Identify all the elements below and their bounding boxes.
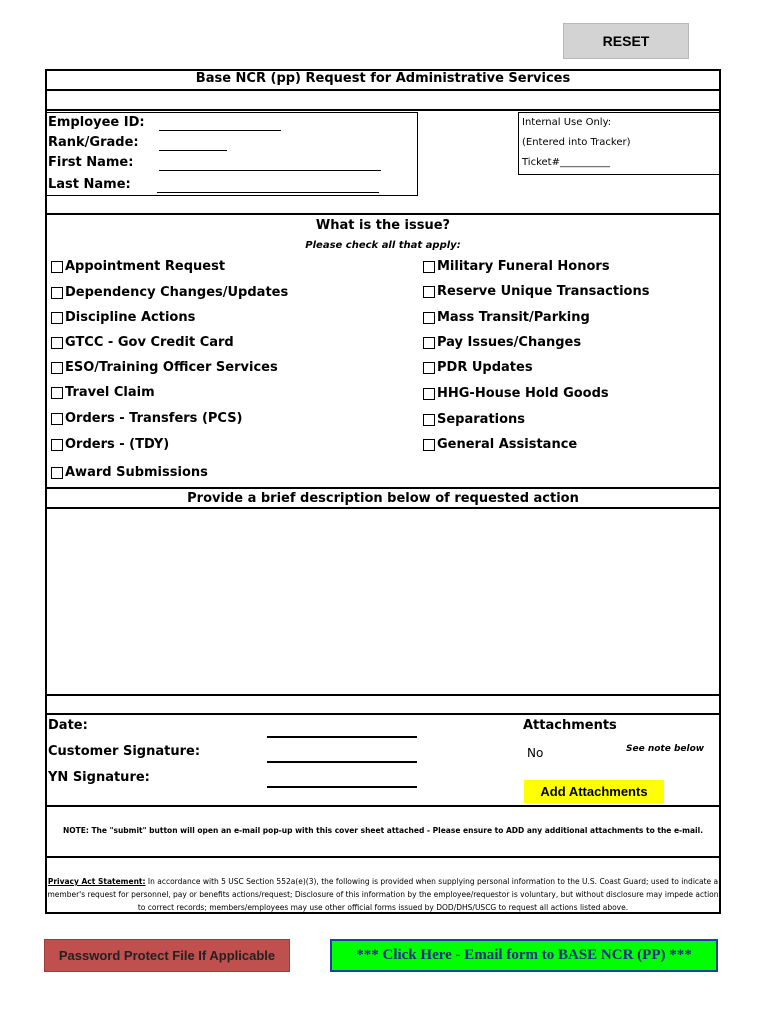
checkbox-icon: [423, 286, 435, 298]
see-note-label: See note below: [626, 744, 705, 754]
divider: [45, 713, 721, 715]
checkbox-mass-transit[interactable]: [423, 310, 590, 325]
attachments-title: Attachments: [523, 718, 617, 733]
employee-id-field[interactable]: [159, 130, 281, 131]
divider: [45, 805, 721, 807]
submit-note: NOTE: The "submit" button will open an e-mail pop-up with this cover sheet attached - Please ensure to ADD any additional attachments to the e-mail.: [62, 826, 704, 835]
checkbox-label: HHG-House Hold Goods: [437, 386, 609, 401]
checkbox-icon: [423, 439, 435, 451]
divider: [45, 856, 721, 858]
checkbox-label: Orders - Transfers (PCS): [65, 411, 243, 426]
rank-grade-label: Rank/Grade:: [48, 135, 139, 150]
checkbox-gtcc[interactable]: [51, 335, 234, 350]
checkbox-pay-issues[interactable]: [423, 335, 581, 350]
checkbox-separations[interactable]: [423, 412, 525, 427]
add-attachments-button[interactable]: Add Attachments: [524, 780, 664, 803]
checkbox-orders-pcs[interactable]: [51, 411, 243, 426]
divider: [45, 213, 721, 215]
divider: [45, 109, 721, 111]
description-input[interactable]: [47, 511, 723, 698]
customer-signature-label: Customer Signature:: [48, 744, 201, 759]
checkbox-discipline-actions[interactable]: [51, 310, 195, 325]
checkbox-icon: [51, 439, 63, 451]
yn-signature-label: YN Signature:: [48, 770, 150, 785]
yn-signature-field[interactable]: [267, 786, 417, 788]
checkbox-general-assistance[interactable]: [423, 437, 577, 452]
privacy-statement: [47, 875, 719, 914]
checkbox-icon: [51, 467, 63, 479]
checkbox-travel-claim[interactable]: [51, 385, 155, 400]
password-protect-button[interactable]: Password Protect File If Applicable: [44, 939, 290, 972]
checkbox-label: PDR Updates: [437, 360, 533, 375]
checkbox-military-funeral-honors[interactable]: [423, 259, 610, 274]
checkbox-hhg[interactable]: [423, 386, 609, 401]
form-title: Base NCR (pp) Request for Administrative Services: [195, 71, 571, 86]
checkbox-eso-training[interactable]: [51, 360, 278, 375]
first-name-field[interactable]: [159, 170, 381, 171]
description-title: Provide a brief description below of requested action: [187, 491, 579, 506]
reset-button[interactable]: RESET: [563, 23, 689, 59]
checkbox-label: GTCC - Gov Credit Card: [65, 335, 234, 350]
checkbox-label: Military Funeral Honors: [437, 259, 610, 274]
checkbox-label: Dependency Changes/Updates: [65, 285, 289, 300]
checkbox-icon: [423, 312, 435, 324]
checkbox-reserve-unique[interactable]: [423, 284, 649, 299]
privacy-text: In accordance with 5 USC Section 552a(e)(3), the following is provided when supplying personal information to the U.S. Coast Guard; used to indicate a member's request for personnel, pay or benefits actions/request; Disclosure of this information by the employee/requestor is voluntary, but without disclosure may impede action to correct records; members/employees may use other official forms issued by DOD/DHS/USCG to request all actions listed above.: [47, 877, 719, 912]
checkbox-label: Pay Issues/Changes: [437, 335, 582, 350]
checkbox-orders-tdy[interactable]: [51, 437, 169, 452]
checkbox-label: ESO/Training Officer Services: [65, 360, 278, 375]
checkbox-icon: [423, 414, 435, 426]
checkbox-icon: [51, 362, 63, 374]
privacy-label: Privacy Act Statement:: [47, 877, 146, 886]
checkbox-label: Appointment Request: [65, 259, 226, 274]
ticket-label: Ticket#__________: [522, 157, 610, 168]
checkbox-icon: [51, 287, 63, 299]
email-form-button[interactable]: *** Click Here - Email form to BASE NCR (PP) ***: [330, 939, 718, 972]
divider: [45, 507, 721, 509]
issue-title: What is the issue?: [315, 218, 451, 233]
attachments-value: No: [527, 746, 544, 760]
divider: [45, 89, 721, 91]
first-name-label: First Name:: [48, 155, 134, 170]
checkbox-icon: [51, 261, 63, 273]
checkbox-label: Orders - (TDY): [65, 437, 170, 452]
checkbox-label: Travel Claim: [65, 385, 155, 400]
checkbox-pdr-updates[interactable]: [423, 360, 533, 375]
checkbox-appointment-request[interactable]: [51, 259, 225, 274]
divider: [45, 487, 721, 489]
checkbox-label: Reserve Unique Transactions: [437, 284, 650, 299]
date-label: Date:: [48, 718, 88, 733]
checkbox-label: Mass Transit/Parking: [437, 310, 590, 325]
checkbox-icon: [423, 388, 435, 400]
checkbox-icon: [423, 261, 435, 273]
checkbox-label: Discipline Actions: [65, 310, 196, 325]
checkbox-icon: [423, 337, 435, 349]
rank-grade-field[interactable]: [159, 150, 227, 151]
checkbox-icon: [51, 413, 63, 425]
checkbox-icon: [51, 387, 63, 399]
checkbox-label: Award Submissions: [65, 465, 208, 480]
last-name-field[interactable]: [157, 192, 379, 193]
date-field[interactable]: [267, 736, 417, 738]
checkbox-icon: [51, 337, 63, 349]
issue-subtitle: Please check all that apply:: [305, 240, 461, 251]
checkbox-dependency-changes[interactable]: [51, 285, 288, 300]
internal-use-label: Internal Use Only:: [522, 117, 612, 128]
employee-id-label: Employee ID:: [48, 115, 145, 130]
checkbox-icon: [423, 362, 435, 374]
last-name-label: Last Name:: [48, 177, 131, 192]
checkbox-label: General Assistance: [437, 437, 578, 452]
checkbox-icon: [51, 312, 63, 324]
checkbox-label: Separations: [437, 412, 526, 427]
checkbox-award-submissions[interactable]: [51, 465, 208, 480]
customer-signature-field[interactable]: [267, 761, 417, 763]
tracker-label: (Entered into Tracker): [522, 137, 631, 148]
